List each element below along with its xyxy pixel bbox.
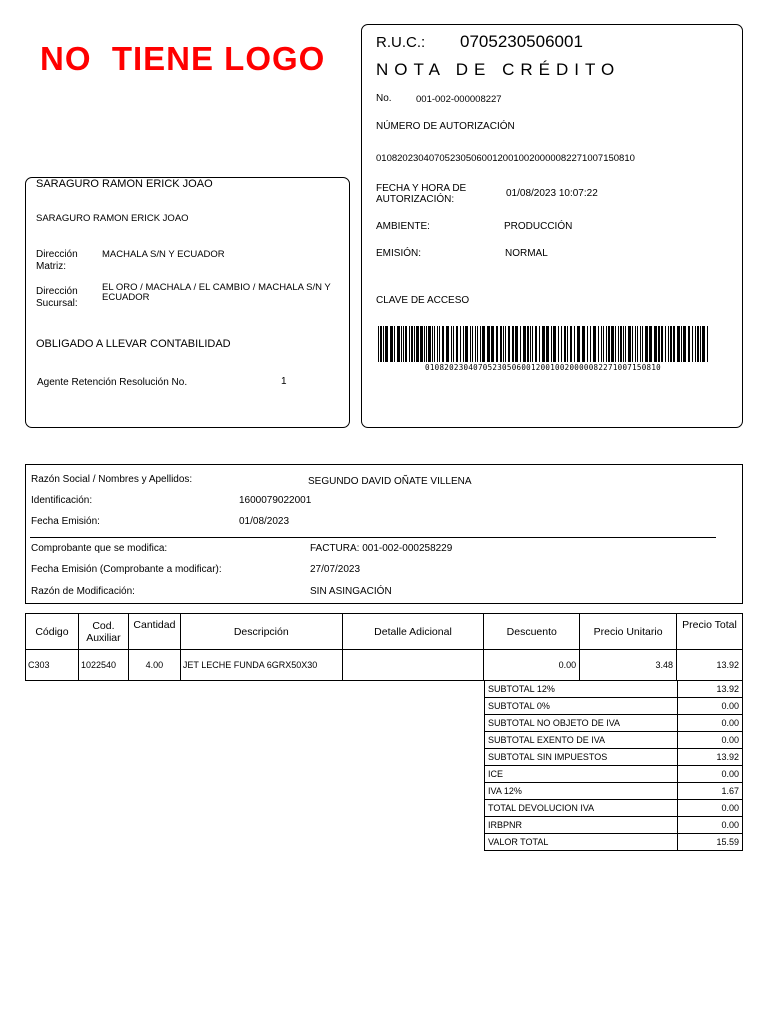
barcode-bar <box>520 326 521 362</box>
ruc-label: R.U.C.: <box>376 34 426 51</box>
agente-label: Agente Retención Resolución No. <box>37 377 188 388</box>
barcode-bar <box>601 326 602 362</box>
barcode-bar <box>432 326 433 362</box>
identificacion-label: Identificación: <box>31 495 93 506</box>
barcode-bar <box>688 326 690 362</box>
barcode-bar <box>390 326 393 362</box>
barcode-bar <box>403 326 404 362</box>
barcode-bar <box>702 326 705 362</box>
barcode-bar <box>697 326 699 362</box>
barcode-bar <box>530 326 531 362</box>
barcode-bar <box>470 326 471 362</box>
issuer-name-top: SARAGURO RAMON ERICK JOAO <box>36 178 213 190</box>
doc-number-label: No. <box>376 93 392 104</box>
barcode-bar <box>496 326 498 362</box>
barcode-bar <box>475 326 476 362</box>
ambiente-label: AMBIENTE: <box>376 221 430 232</box>
access-key-barcode <box>378 326 708 362</box>
barcode-bar <box>673 326 675 362</box>
dir-sucursal-value: EL ORO / MACHALA / EL CAMBIO / MACHALA S/N Y ECUADOR <box>102 282 331 303</box>
totals-row <box>485 749 743 766</box>
barcode-bar <box>424 326 425 362</box>
barcode-bar <box>558 326 559 362</box>
barcode-bar <box>378 326 379 362</box>
comprobante-label: Comprobante que se modifica: <box>31 543 168 554</box>
barcode-bar <box>681 326 682 362</box>
barcode-bar <box>661 326 663 362</box>
logo-placeholder: NO TIENE LOGO <box>40 40 326 77</box>
totals-row <box>485 732 743 749</box>
barcode-bar <box>405 326 407 362</box>
barcode-bar <box>442 326 444 362</box>
col-header-detalle: Detalle Adicional <box>342 614 484 650</box>
barcode-bar <box>683 326 686 362</box>
access-key-number: 0108202304070523050600120010020000082271007150810 <box>425 363 661 372</box>
barcode-bar <box>428 326 431 362</box>
table-row <box>26 650 743 681</box>
col-header-codigo: Código <box>26 614 79 650</box>
totals-row <box>485 681 743 698</box>
barcode-bar <box>628 326 631 362</box>
totals-row <box>485 715 743 732</box>
total-value: 1.67 <box>678 783 743 800</box>
col-header-cantidad: Cantidad <box>128 614 180 650</box>
total-value: 0.00 <box>678 800 743 817</box>
barcode-bar <box>695 326 696 362</box>
barcode-bar <box>456 326 458 362</box>
barcode-bar <box>460 326 461 362</box>
total-value: 0.00 <box>678 817 743 834</box>
cell-descuento: 0.00 <box>484 650 580 681</box>
cell-precio-total: 13.92 <box>677 650 743 681</box>
barcode-bar <box>635 326 636 362</box>
auth-number-value: 0108202304070523050600120010020000082271007150810 <box>376 153 635 164</box>
dir-matriz-value: MACHALA S/N Y ECUADOR <box>102 249 225 260</box>
totals-row <box>485 817 743 834</box>
total-value: 0.00 <box>678 732 743 749</box>
total-label: SUBTOTAL 0% <box>485 698 678 715</box>
barcode-bar <box>668 326 669 362</box>
barcode-bar <box>670 326 672 362</box>
barcode-bar <box>453 326 454 362</box>
barcode-bar <box>487 326 490 362</box>
barcode-bar <box>439 326 440 362</box>
barcode-bar <box>397 326 400 362</box>
barcode-bar <box>611 326 614 362</box>
barcode-bar <box>700 326 701 362</box>
dir-sucursal-label: Dirección Sucursal: <box>36 286 78 309</box>
total-label: SUBTOTAL EXENTO DE IVA <box>485 732 678 749</box>
barcode-bar <box>598 326 599 362</box>
barcode-bar <box>508 326 510 362</box>
barcode-bar <box>665 326 666 362</box>
items-table <box>25 613 743 681</box>
col-header-cod-auxiliar: Cod. Auxiliar <box>78 614 128 650</box>
barcode-bar <box>416 326 419 362</box>
barcode-bar <box>561 326 562 362</box>
totals-table <box>484 680 743 851</box>
barcode-bar <box>551 326 552 362</box>
barcode-bar <box>637 326 638 362</box>
barcode-bar <box>632 326 633 362</box>
issuer-name: SARAGURO RAMON ERICK JOAO <box>36 213 189 224</box>
total-label: IVA 12% <box>485 783 678 800</box>
barcode-bar <box>570 326 572 362</box>
barcode-bar <box>491 326 494 362</box>
barcode-bar <box>451 326 452 362</box>
razon-modificacion-label: Razón de Modificación: <box>31 586 135 597</box>
barcode-bar <box>574 326 575 362</box>
barcode-bar <box>623 326 624 362</box>
barcode-bar <box>420 326 423 362</box>
barcode-bar <box>411 326 413 362</box>
total-label: IRBPNR <box>485 817 678 834</box>
barcode-bar <box>434 326 435 362</box>
totals-row <box>485 834 743 851</box>
barcode-bar <box>523 326 526 362</box>
barcode-bar <box>603 326 604 362</box>
cell-cantidad: 4.00 <box>128 650 180 681</box>
barcode-bar <box>564 326 566 362</box>
col-header-precio-unitario: Precio Unitario <box>580 614 677 650</box>
barcode-bar <box>472 326 473 362</box>
barcode-bar <box>618 326 619 362</box>
barcode-bar <box>542 326 545 362</box>
barcode-bar <box>546 326 549 362</box>
auth-date-value: 01/08/2023 10:07:22 <box>506 188 598 199</box>
ambiente-value: PRODUCCIÓN <box>504 221 573 232</box>
barcode-bar <box>593 326 596 362</box>
fecha-emision-value: 01/08/2023 <box>239 516 290 527</box>
barcode-bar <box>463 326 464 362</box>
dir-matriz-label: Dirección Matriz: <box>36 249 78 272</box>
barcode-bar <box>677 326 680 362</box>
barcode-bar <box>380 326 382 362</box>
barcode-bar <box>539 326 540 362</box>
barcode-bar <box>649 326 652 362</box>
barcode-bar <box>615 326 616 362</box>
doc-number-value: 001-002-000008227 <box>416 94 502 105</box>
barcode-bar <box>625 326 626 362</box>
auth-number-label: NÚMERO DE AUTORIZACIÓN <box>376 121 515 132</box>
barcode-bar <box>577 326 580 362</box>
barcode-bar <box>590 326 591 362</box>
barcode-bar <box>608 326 610 362</box>
fecha-comprobante-label: Fecha Emisión (Comprobante a modificar): <box>31 564 222 575</box>
barcode-bar <box>482 326 485 362</box>
barcode-bar <box>480 326 481 362</box>
barcode-bar <box>414 326 415 362</box>
razon-modificacion-value: SIN ASINGACIÓN <box>310 586 392 597</box>
fecha-emision-label: Fecha Emisión: <box>31 516 100 527</box>
total-value: 13.92 <box>678 681 743 698</box>
cell-detalle <box>342 650 484 681</box>
barcode-bar <box>500 326 502 362</box>
total-value: 13.92 <box>678 749 743 766</box>
agente-value: 1 <box>281 376 287 387</box>
barcode-bar <box>437 326 438 362</box>
barcode-bar <box>642 326 643 362</box>
barcode-bar <box>582 326 585 362</box>
emision-value: NORMAL <box>505 248 548 259</box>
barcode-bar <box>394 326 395 362</box>
barcode-bar <box>587 326 588 362</box>
barcode-bar <box>692 326 693 362</box>
total-label: VALOR TOTAL <box>485 834 678 851</box>
document-type: NOTA DE CRÉDITO <box>376 60 621 79</box>
total-label: ICE <box>485 766 678 783</box>
barcode-bar <box>383 326 384 362</box>
col-header-descripcion: Descripción <box>180 614 342 650</box>
total-label: SUBTOTAL 12% <box>485 681 678 698</box>
ruc-value: 0705230506001 <box>460 32 583 51</box>
barcode-bar <box>620 326 622 362</box>
barcode-bar <box>465 326 468 362</box>
cell-codigo: C303 <box>26 650 79 681</box>
total-label: SUBTOTAL NO OBJETO DE IVA <box>485 715 678 732</box>
barcode-bar <box>640 326 641 362</box>
items-header-row <box>26 614 743 650</box>
barcode-bar <box>426 326 427 362</box>
total-label: TOTAL DEVOLUCION IVA <box>485 800 678 817</box>
barcode-bar <box>532 326 533 362</box>
barcode-bar <box>385 326 388 362</box>
totals-row <box>485 800 743 817</box>
totals-row <box>485 698 743 715</box>
barcode-bar <box>409 326 410 362</box>
totals-row <box>485 766 743 783</box>
total-value: 0.00 <box>678 766 743 783</box>
total-value: 0.00 <box>678 715 743 732</box>
col-header-precio-total: Precio Total <box>677 614 743 650</box>
col-header-descuento: Descuento <box>484 614 580 650</box>
barcode-bar <box>446 326 449 362</box>
cell-cod-auxiliar: 1022540 <box>78 650 128 681</box>
barcode-bar <box>553 326 556 362</box>
cell-precio-unitario: 3.48 <box>580 650 677 681</box>
barcode-bar <box>527 326 529 362</box>
razon-social-label: Razón Social / Nombres y Apellidos: <box>31 474 193 485</box>
razon-social-value: SEGUNDO DAVID OÑATE VILLENA <box>308 476 472 487</box>
barcode-bar <box>645 326 648 362</box>
total-value: 15.59 <box>678 834 743 851</box>
fecha-comprobante-value: 27/07/2023 <box>310 564 361 575</box>
barcode-bar <box>567 326 568 362</box>
client-divider <box>30 537 716 538</box>
total-value: 0.00 <box>678 698 743 715</box>
clave-label: CLAVE DE ACCESO <box>376 295 470 306</box>
barcode-bar <box>535 326 537 362</box>
emision-label: EMISIÓN: <box>376 248 422 259</box>
barcode-bar <box>658 326 660 362</box>
contabilidad-text: OBLIGADO A LLEVAR CONTABILIDAD <box>36 338 231 350</box>
barcode-bar <box>512 326 514 362</box>
barcode-bar <box>505 326 506 362</box>
auth-date-label: FECHA Y HORA DE AUTORIZACIÓN: <box>376 183 467 205</box>
barcode-bar <box>707 326 708 362</box>
totals-row <box>485 783 743 800</box>
barcode-bar <box>606 326 607 362</box>
total-label: SUBTOTAL SIN IMPUESTOS <box>485 749 678 766</box>
barcode-bar <box>503 326 504 362</box>
comprobante-value: FACTURA: 001-002-000258229 <box>310 543 453 554</box>
barcode-bar <box>515 326 518 362</box>
cell-descripcion: JET LECHE FUNDA 6GRX50X30 <box>180 650 342 681</box>
barcode-bar <box>401 326 402 362</box>
barcode-bar <box>654 326 657 362</box>
identificacion-value: 1600079022001 <box>239 495 312 506</box>
barcode-bar <box>477 326 478 362</box>
